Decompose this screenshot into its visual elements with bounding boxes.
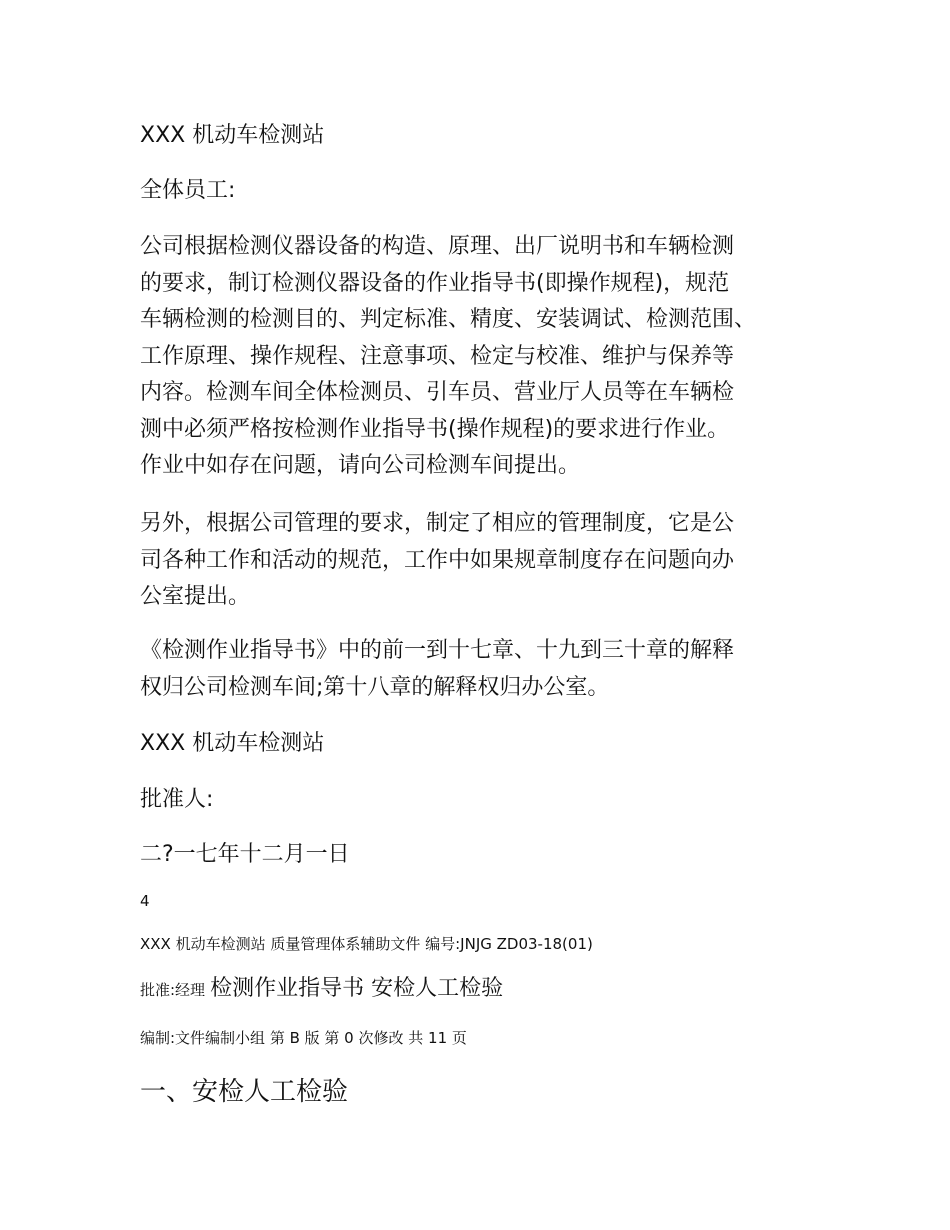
paragraph-line: 内容。检测车间全体检测员、引车员、营业厅人员等在车辆检 bbox=[140, 380, 735, 405]
org-name: XXX 机动车检测站 bbox=[140, 123, 325, 148]
doc-title: 检测作业指导书 安检人工检验 bbox=[210, 976, 504, 1001]
paragraph-3 bbox=[140, 633, 820, 706]
paragraph-line: 《检测作业指导书》中的前一到十七章、十九到三十章的解释 bbox=[140, 638, 735, 663]
paragraph-line: 权归公司检测车间;第十八章的解释权归办公室。 bbox=[140, 674, 610, 700]
page-number: 4 bbox=[140, 892, 150, 910]
greeting: 全体员工: bbox=[140, 178, 236, 203]
date: 二?一七年十二月一日 bbox=[140, 842, 350, 867]
paragraph-line: 的要求，制订检测仪器设备的作业指导书(即操作规程)，规范 bbox=[140, 270, 730, 296]
paragraph-line: 作业中如存在问题，请向公司检测车间提出。 bbox=[140, 453, 581, 478]
section-heading: 一、安检人工检验 bbox=[140, 1077, 349, 1107]
paragraph-line: 测中必须严格按检测作业指导书(操作规程)的要求进行作业。 bbox=[140, 416, 730, 442]
doc-header-edit-info: 编制:文件编制小组 第 B 版 第 0 次修改 共 11 页 bbox=[140, 1029, 467, 1047]
paragraph-line: 工作原理、操作规程、注意事项、检定与校准、维护与保养等 bbox=[140, 343, 735, 369]
doc-header-title-row bbox=[140, 974, 503, 1005]
paragraph-line: 公司根据检测仪器设备的构造、原理、出厂说明书和车辆检测 bbox=[140, 234, 735, 259]
paragraph-line: 另外，根据公司管理的要求，制定了相应的管理制度，它是公 bbox=[140, 511, 735, 536]
approver-label: 批准人: bbox=[140, 787, 214, 812]
paragraph-1 bbox=[140, 229, 820, 485]
signature-org: XXX 机动车检测站 bbox=[140, 731, 325, 756]
paragraph-line: 司各种工作和活动的规范，工作中如果规章制度存在问题向办 bbox=[140, 547, 735, 573]
paragraph-line: 公室提出。 bbox=[140, 584, 251, 609]
approve-label: 批准:经理 bbox=[140, 981, 206, 999]
paragraph-line: 车辆检测的检测目的、判定标准、精度、安装调试、检测范围、 bbox=[140, 307, 757, 332]
doc-header-info: XXX 机动车检测站 质量管理体系辅助文件 编号:JNJG ZD03-18(01) bbox=[140, 935, 593, 953]
paragraph-2 bbox=[140, 506, 820, 616]
